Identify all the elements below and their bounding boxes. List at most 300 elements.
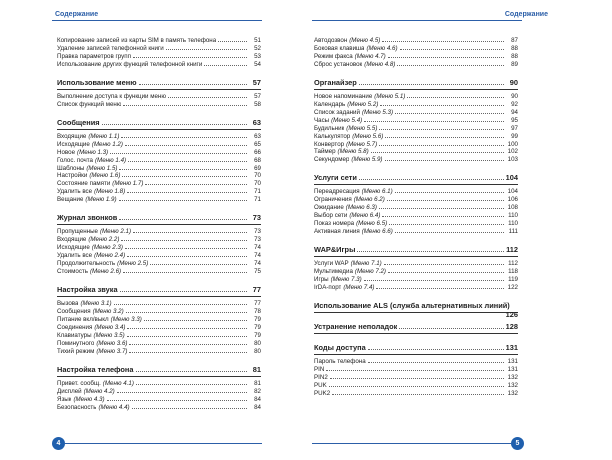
entry-title: Исходящие <box>57 244 90 252</box>
page-number-right: 5 <box>511 437 524 450</box>
leader-dots <box>376 288 504 289</box>
entry-title: Калькулятор <box>314 132 351 140</box>
toc-entry[interactable] <box>57 93 261 101</box>
entry-title: Новое <box>57 148 76 156</box>
entry-title: Стоимость <box>57 268 88 276</box>
entry-page: 100 <box>507 140 518 148</box>
toc-entry[interactable] <box>314 196 518 204</box>
entry-menu-ref: (Меню 1.3) <box>77 148 109 156</box>
leader-dots <box>129 352 247 353</box>
entry-title: Режим факса <box>314 52 353 60</box>
section-page: 126 <box>505 309 518 319</box>
entry-title: Сообщения <box>57 307 91 315</box>
toc-entry[interactable] <box>57 348 261 356</box>
entry-page: 74 <box>254 260 261 268</box>
leader-dots <box>120 291 247 292</box>
entry-title: Соединения <box>57 323 93 331</box>
leader-dots <box>128 161 247 162</box>
toc-entry[interactable] <box>57 268 261 276</box>
entry-page: 52 <box>254 44 261 52</box>
page-number-left: 4 <box>52 437 65 450</box>
entry-page: 88 <box>511 52 518 60</box>
toc-section <box>314 37 518 69</box>
entry-menu-ref: (Меню 5.1) <box>374 92 406 100</box>
toc-entry[interactable] <box>57 236 261 244</box>
toc-entry[interactable] <box>314 188 518 196</box>
toc-section <box>57 37 261 69</box>
entry-menu-ref: (Меню 6.2) <box>353 196 385 204</box>
entry-page: 77 <box>254 300 261 308</box>
toc-entry[interactable] <box>314 45 518 53</box>
leader-dots <box>107 400 247 401</box>
leader-dots <box>382 216 504 217</box>
leader-dots <box>395 113 504 114</box>
toc-entry[interactable] <box>57 37 261 45</box>
toc-entry[interactable] <box>314 220 518 228</box>
leader-dots <box>133 232 247 233</box>
toc-entry[interactable] <box>314 228 518 236</box>
toc-section <box>314 343 518 398</box>
toc-entry[interactable] <box>57 244 261 252</box>
leader-dots <box>110 153 247 154</box>
entry-menu-ref: (Меню 2.3) <box>91 244 123 252</box>
entry-menu-ref: (Меню 2.2) <box>88 236 120 244</box>
entry-menu-ref: (Меню 4.1) <box>102 379 134 387</box>
leader-dots <box>168 97 247 98</box>
entry-page: 51 <box>254 37 261 44</box>
entry-menu-ref: (Меню 1.9) <box>85 196 117 204</box>
leader-dots <box>384 264 504 265</box>
entry-page: 111 <box>508 228 518 236</box>
entry-menu-ref: (Меню 5.6) <box>352 132 384 140</box>
toc-entry[interactable] <box>57 196 261 204</box>
toc-entry[interactable] <box>57 388 261 396</box>
entry-menu-ref: (Меню 3.7) <box>96 347 128 355</box>
entry-title: Выполнение доступа к функции меню <box>57 92 166 100</box>
toc-entry[interactable] <box>57 61 261 69</box>
toc-column-left <box>57 37 261 421</box>
leader-dots <box>357 251 504 252</box>
entry-title: Новое напоминание <box>314 92 373 100</box>
entry-page: 88 <box>511 44 518 52</box>
leader-dots <box>121 240 247 241</box>
entry-menu-ref: (Меню 4.3) <box>73 395 105 403</box>
leader-dots <box>399 328 503 329</box>
toc-entry[interactable] <box>314 156 518 164</box>
toc-entry[interactable] <box>314 101 518 109</box>
section-page: 81 <box>252 364 261 374</box>
leader-dots <box>129 344 247 345</box>
section-title: Использование меню <box>57 77 137 87</box>
entry-menu-ref: (Меню 6.6) <box>361 228 393 236</box>
toc-entry[interactable] <box>314 284 518 292</box>
entry-title: Услуги WAP <box>314 260 349 268</box>
leader-dots <box>407 97 504 98</box>
toc-entry[interactable] <box>57 188 261 196</box>
footer-rule-left <box>65 443 262 444</box>
entry-page: 131 <box>507 357 518 365</box>
entry-page: 78 <box>254 307 261 315</box>
entry-page: 110 <box>508 212 518 220</box>
entry-title: Исходящие <box>57 140 90 148</box>
entry-title: Таймер <box>314 148 336 156</box>
section-page: 57 <box>252 77 261 87</box>
section-heading[interactable] <box>57 118 261 130</box>
page-header-left: Содержание <box>55 11 99 18</box>
entry-title: Будильник <box>314 124 345 132</box>
section-page: 104 <box>505 173 518 183</box>
entry-page: 70 <box>254 180 261 188</box>
toc-entry[interactable] <box>314 109 518 117</box>
toc-entry[interactable] <box>314 53 518 61</box>
entry-title: Секундомер <box>314 156 350 164</box>
toc-entry[interactable] <box>314 141 518 149</box>
entry-menu-ref: (Меню 2.4) <box>94 252 126 260</box>
entry-menu-ref: (Меню 5.8) <box>337 148 369 156</box>
entry-page: 106 <box>507 196 518 204</box>
entry-menu-ref: (Меню 4.5) <box>349 37 381 44</box>
entry-page: 122 <box>507 283 518 291</box>
toc-entry[interactable] <box>314 37 518 45</box>
entry-title: Шаблоны <box>57 164 85 172</box>
section-title: Устранение неполадок <box>314 321 398 331</box>
entry-menu-ref: (Меню 5.2) <box>347 100 379 108</box>
entry-page: 65 <box>254 140 261 148</box>
entry-menu-ref: (Меню 2.6) <box>89 268 122 276</box>
toc-entry[interactable] <box>314 276 518 284</box>
entry-page: 132 <box>507 389 518 397</box>
toc-entry[interactable] <box>314 382 518 390</box>
entry-page: 79 <box>254 323 261 331</box>
leader-dots <box>204 65 247 66</box>
toc-section <box>314 322 518 334</box>
entry-page: 66 <box>254 148 261 156</box>
leader-dots <box>127 328 247 329</box>
entry-menu-ref: (Меню 2.5) <box>117 260 149 268</box>
leader-dots <box>364 121 504 122</box>
entry-title: Мультимедиа <box>314 268 353 276</box>
entry-page: 70 <box>254 172 261 180</box>
section-page: 131 <box>505 342 518 352</box>
entry-title: Вызова <box>57 300 79 308</box>
toc-section <box>57 213 261 276</box>
entry-menu-ref: (Меню 3.2) <box>92 307 124 315</box>
section-title: Настройка звука <box>57 285 118 295</box>
entry-title: Питание вкл/выкл <box>57 315 109 323</box>
entry-title: Клавиатуры <box>57 331 92 339</box>
entry-title: Выбор сети <box>314 212 348 220</box>
entry-page: 84 <box>254 395 261 403</box>
header-rule-left <box>52 20 262 21</box>
section-heading[interactable] <box>314 173 518 185</box>
entry-menu-ref: (Меню 6.1) <box>361 188 393 196</box>
entry-page: 110 <box>508 220 518 228</box>
toc-entry[interactable] <box>57 324 261 332</box>
entry-title: Боковая клавиша <box>314 44 365 52</box>
leader-dots <box>144 320 247 321</box>
entry-menu-ref: (Меню 5.4) <box>331 116 363 124</box>
leader-dots <box>385 160 505 161</box>
entry-menu-ref: (Меню 5.3) <box>361 108 394 116</box>
entry-menu-ref: (Меню 4.8) <box>364 60 396 68</box>
entry-title: Тихий режим <box>57 347 95 355</box>
section-heading[interactable] <box>57 78 261 90</box>
entry-menu-ref: (Меню 4.4) <box>98 403 130 411</box>
leader-dots <box>395 192 504 193</box>
section-title: Настройка телефона <box>57 364 134 374</box>
leader-dots <box>145 184 247 185</box>
entry-menu-ref: (Меню 5.7) <box>346 140 378 148</box>
entry-title: Продолжительность <box>57 260 116 268</box>
leader-dots <box>166 49 247 50</box>
toc-entry[interactable] <box>314 374 518 382</box>
entry-title: Входящие <box>57 132 87 140</box>
leader-dots <box>371 152 504 153</box>
toc-entry[interactable] <box>57 180 261 188</box>
entry-page: 89 <box>511 60 518 68</box>
entry-title: PUK2 <box>314 389 331 397</box>
entry-title: Ожидание <box>314 204 344 212</box>
entry-menu-ref: (Меню 5.9) <box>351 156 383 164</box>
entry-title: Игры <box>314 276 329 284</box>
entry-title: Входящие <box>57 236 87 244</box>
entry-menu-ref: (Меню 3.6) <box>96 339 128 347</box>
leader-dots <box>379 208 504 209</box>
toc-entry[interactable] <box>57 396 261 404</box>
toc-entry[interactable] <box>57 133 261 141</box>
toc-entry[interactable] <box>57 332 261 340</box>
leader-dots <box>385 137 504 138</box>
leader-dots <box>389 224 504 225</box>
toc-section <box>57 78 261 109</box>
section-heading[interactable] <box>57 285 261 297</box>
leader-dots <box>136 371 247 372</box>
toc-entry[interactable] <box>314 260 518 268</box>
entry-title: Активная линия <box>314 228 360 236</box>
entry-page: 82 <box>254 387 261 395</box>
leader-dots <box>139 84 247 85</box>
entry-page: 63 <box>254 132 261 140</box>
entry-page: 71 <box>254 196 261 204</box>
entry-title: Календарь <box>314 100 346 108</box>
toc-entry[interactable] <box>57 149 261 157</box>
leader-dots <box>127 256 247 257</box>
entry-page: 108 <box>507 204 518 212</box>
leader-dots <box>123 105 247 106</box>
entry-title: Ограничения <box>314 196 352 204</box>
entry-menu-ref: (Меню 3.3) <box>110 315 142 323</box>
section-title: Услуги сети <box>314 173 357 183</box>
entry-menu-ref: (Меню 4.6) <box>366 44 398 52</box>
toc-entry[interactable] <box>314 212 518 220</box>
section-title: Журнал звонков <box>57 213 118 223</box>
leader-dots <box>117 392 247 393</box>
section-heading[interactable] <box>314 322 518 334</box>
entry-page: 74 <box>254 244 261 252</box>
entry-page: 104 <box>507 188 518 196</box>
toc-entry[interactable] <box>57 141 261 149</box>
entry-menu-ref: (Меню 1.4) <box>94 156 127 164</box>
entry-menu-ref: (Меню 7.4) <box>343 283 375 291</box>
entry-page: 131 <box>507 365 518 373</box>
section-page: 112 <box>506 245 518 255</box>
leader-dots <box>397 65 504 66</box>
entry-page: 103 <box>507 156 518 164</box>
entry-title: Показ номера <box>314 220 355 228</box>
toc-entry[interactable] <box>314 93 518 101</box>
toc-entry[interactable] <box>57 157 261 165</box>
leader-dots <box>359 179 504 180</box>
section-page: 90 <box>509 77 518 87</box>
section-title: Сообщения <box>57 117 100 127</box>
entry-menu-ref: (Меню 3.4) <box>94 323 126 331</box>
toc-entry[interactable] <box>57 45 261 53</box>
toc-entry[interactable] <box>314 358 518 366</box>
section-heading[interactable] <box>314 78 518 90</box>
toc-entry[interactable] <box>57 260 261 268</box>
toc-entry[interactable] <box>314 61 518 69</box>
toc-entry[interactable] <box>57 252 261 260</box>
entry-page: 57 <box>254 92 261 100</box>
toc-entry[interactable] <box>57 165 261 173</box>
entry-menu-ref: (Меню 2.1) <box>99 228 132 236</box>
entry-page: 119 <box>508 276 518 284</box>
toc-entry[interactable] <box>314 117 518 125</box>
toc-entry[interactable] <box>314 148 518 156</box>
section-heading[interactable] <box>57 365 261 377</box>
leader-dots <box>388 57 504 58</box>
leader-dots <box>122 176 247 177</box>
leader-dots <box>127 192 247 193</box>
toc-entry[interactable] <box>314 133 518 141</box>
entry-page: 53 <box>254 52 261 60</box>
entry-title: Удалить все <box>57 188 93 196</box>
leader-dots <box>126 312 247 313</box>
entry-menu-ref: (Меню 7.1) <box>350 260 382 268</box>
entry-menu-ref: (Меню 5.5) <box>346 124 378 132</box>
leader-dots <box>132 408 247 409</box>
entry-page: 73 <box>254 228 261 236</box>
leader-dots <box>368 362 504 363</box>
section-page: 77 <box>252 285 261 295</box>
entry-title: IrDA-порт <box>314 283 342 291</box>
toc-entry[interactable] <box>314 268 518 276</box>
leader-dots <box>218 41 247 42</box>
entry-title: PUK <box>314 381 327 389</box>
entry-title: Правка параметров групп <box>57 52 131 60</box>
entry-menu-ref: (Меню 3.5) <box>93 331 125 339</box>
entry-page: 73 <box>254 236 261 244</box>
entry-page: 71 <box>254 188 261 196</box>
toc-entry[interactable] <box>57 380 261 388</box>
toc-column-right <box>314 37 518 407</box>
toc-entry[interactable] <box>57 316 261 324</box>
entry-menu-ref: (Меню 6.4) <box>349 212 381 220</box>
entry-title: Безопасность <box>57 403 97 411</box>
leader-dots <box>121 137 247 138</box>
leader-dots <box>150 264 247 265</box>
leader-dots <box>125 248 247 249</box>
toc-entry[interactable] <box>314 390 518 398</box>
entry-title: Часы <box>314 116 330 124</box>
leader-dots <box>102 124 247 125</box>
toc-entry[interactable] <box>57 300 261 308</box>
entry-title: Состояние памяти <box>57 180 111 188</box>
entry-page: 58 <box>254 100 261 108</box>
entry-page: 92 <box>511 100 518 108</box>
leader-dots <box>332 394 504 395</box>
leader-dots <box>368 349 504 350</box>
toc-entry[interactable] <box>57 404 261 412</box>
leader-dots <box>364 280 504 281</box>
entry-page: 102 <box>507 148 518 156</box>
entry-menu-ref: (Меню 6.5) <box>356 220 388 228</box>
entry-page: 118 <box>508 268 518 276</box>
footer-rule-right <box>312 443 511 444</box>
toc-entry[interactable] <box>314 366 518 374</box>
entry-page: 75 <box>254 268 261 276</box>
entry-page: 132 <box>507 373 518 381</box>
entry-page: 87 <box>511 37 518 44</box>
toc-entry[interactable] <box>57 228 261 236</box>
entry-title: Голос. почта <box>57 156 93 164</box>
section-heading[interactable] <box>57 213 261 225</box>
entry-page: 94 <box>511 108 518 116</box>
entry-menu-ref: (Меню 6.3) <box>345 204 377 212</box>
toc-section <box>314 300 518 319</box>
toc-entry[interactable] <box>57 172 261 180</box>
entry-title: Вещание <box>57 196 84 204</box>
entry-title: Язык <box>57 395 72 403</box>
entry-title: PIN2 <box>314 373 328 381</box>
header-rule-right <box>312 20 522 21</box>
section-heading[interactable] <box>314 245 518 257</box>
entry-title: Копирование записей из карты SIM в память телефона <box>57 37 217 44</box>
entry-page: 112 <box>508 260 518 268</box>
entry-menu-ref: (Меню 7.2) <box>354 268 386 276</box>
leader-dots <box>125 145 247 146</box>
entry-menu-ref: (Меню 1.7) <box>112 180 144 188</box>
toc-entry[interactable] <box>57 308 261 316</box>
entry-page: 84 <box>254 403 261 411</box>
toc-entry[interactable] <box>57 101 261 109</box>
entry-menu-ref: (Меню 1.2) <box>91 140 123 148</box>
section-heading[interactable] <box>314 343 518 355</box>
leader-dots <box>136 384 247 385</box>
toc-section <box>314 245 518 292</box>
entry-page: 80 <box>254 339 261 347</box>
leader-dots <box>119 200 247 201</box>
toc-entry[interactable] <box>57 340 261 348</box>
entry-title: Конвертор <box>314 140 345 148</box>
entry-title: Автодозвон <box>314 37 348 44</box>
entry-title: Дисплей <box>57 387 82 395</box>
entry-page: 97 <box>511 124 518 132</box>
section-page: 73 <box>252 213 261 223</box>
leader-dots <box>400 49 504 50</box>
toc-entry[interactable] <box>314 204 518 212</box>
toc-entry[interactable] <box>314 125 518 133</box>
entry-page: 54 <box>254 60 261 68</box>
entry-page: 90 <box>511 92 518 100</box>
entry-page: 81 <box>254 379 261 387</box>
leader-dots <box>127 336 247 337</box>
section-heading[interactable] <box>314 300 518 319</box>
toc-entry[interactable] <box>57 53 261 61</box>
entry-title: Список заданий <box>314 108 360 116</box>
entry-page: 79 <box>254 315 261 323</box>
entry-menu-ref: (Меню 1.1) <box>88 132 120 140</box>
